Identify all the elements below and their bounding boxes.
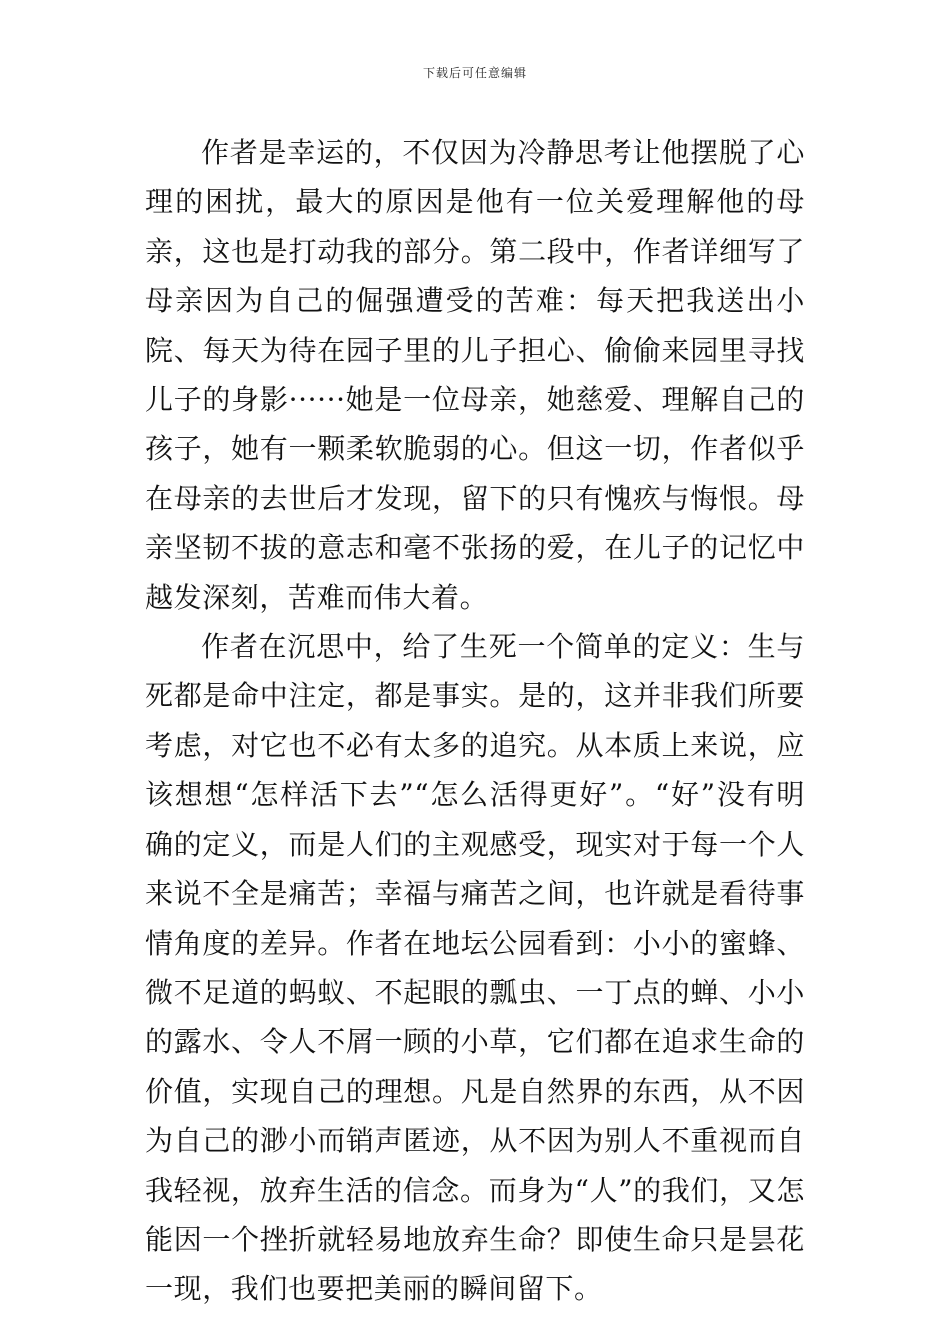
page-header: 下载后可任意编辑 <box>422 66 527 80</box>
document-body <box>145 128 805 1314</box>
paragraph-life-death: 作者在沉思中，给了生死一个简单的定义：生与死都是命中注定，都是事实。是的，这并非我们所要考虑，对它也不必有太多的追究。从本质上来说，应该想想“怎样活下去”“怎么活得更好”。“好”没有明确的定义，而是人们的主观感受，现实对于每一个人来说不全是痛苦；幸福与痛苦之间，也许就是看待事情角度的差异。作者在地坛公园看到：小小的蜜蜂、微不足道的蚂蚁、不起眼的瓢虫、一丁点的蝉、小小的露水、令人不屑一顾的小草，它们都在追求生命的价值，实现自己的理想。凡是自然界的东西，从不因为自己的渺小而销声匿迹，从不因为别人不重视而自我轻视，放弃生活的信念。而身为“人”的我们，又怎能因一个挫折就轻易地放弃生命？即使生命只是昙花一现，我们也要把美丽的瞬间留下。 <box>145 630 805 1306</box>
paragraph-mother: 作者是幸运的，不仅因为冷静思考让他摆脱了心理的困扰，最大的原因是他有一位关爱理解他的母亲，这也是打动我的部分。第二段中，作者详细写了母亲因为自己的倔强遭受的苦难：每天把我送出小院、每天为待在园子里的儿子担心、偷偷来园里寻找儿子的身影······她是一位母亲，她慈爱、理解自己的孩子，她有一颗柔软脆弱的心。但这一切，作者似乎在母亲的去世后才发现，留下的只有愧疚与悔恨。母亲坚韧不拔的意志和毫不张扬的爱，在儿子的记忆中越发深刻，苦难而伟大着。 <box>145 136 805 614</box>
